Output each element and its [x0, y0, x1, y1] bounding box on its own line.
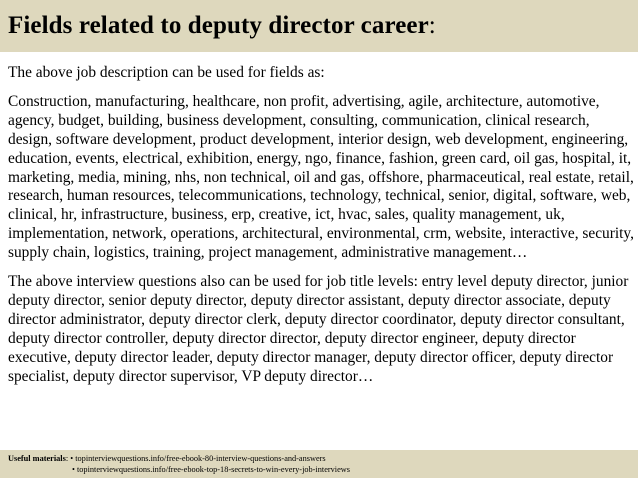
footer-line-1	[8, 453, 350, 464]
footer-link-2[interactable]: • topinterviewquestions.info/free-ebook-top-18-secrets-to-win-every-job-interviews	[72, 465, 350, 474]
levels-paragraph: The above interview questions also can be used for job title levels: entry level deputy director, junior deputy director, senior deputy director, deputy director assistant, deputy director associate, deputy director administrator, deputy director clerk, deputy director coordinator, deputy director consultant, deputy director controller, deputy director director, deputy director engineer, deputy director executive, deputy director leader, deputy director manager, deputy director officer, deputy director specialist, deputy director supervisor, VP deputy director…	[8, 273, 629, 385]
footer-link-1[interactable]: • topinterviewquestions.info/free-ebook-80-interview-questions-and-answers	[70, 454, 326, 463]
fields-paragraph: Construction, manufacturing, healthcare, non profit, advertising, agile, architecture, automotive, agency, budget, building, business development, consulting, communication, clinical research, design, software development, product development, interior design, web development, engineering, education, events, electrical, exhibition, energy, ngo, finance, fashion, green card, oil gas, hospital, it, marketing, media, mining, nhs, non technical, oil and gas, offshore, pharmaceutical, real estate, retail, research, human resources, telecommunications, technology, technical, senior, digital, software, web, clinical, hr, infrastructure, business, erp, creative, ict, hvac, sales, quality management, uk, implementation, network, operations, architectural, environmental, crm, website, interactive, security, supply chain, logistics, training, project management, administrative management…	[8, 92, 634, 262]
footer-line-2	[8, 464, 350, 475]
intro-text: The above job description can be used for fields as:	[8, 64, 325, 81]
footer-separator: :	[65, 454, 71, 463]
slide-title	[8, 11, 436, 41]
slide-content	[8, 64, 634, 397]
slide-title-text: Fields related to deputy director career	[8, 12, 429, 39]
slide-title-colon: :	[428, 12, 436, 39]
footer-label: Useful materials	[8, 454, 66, 463]
footer	[8, 453, 350, 475]
